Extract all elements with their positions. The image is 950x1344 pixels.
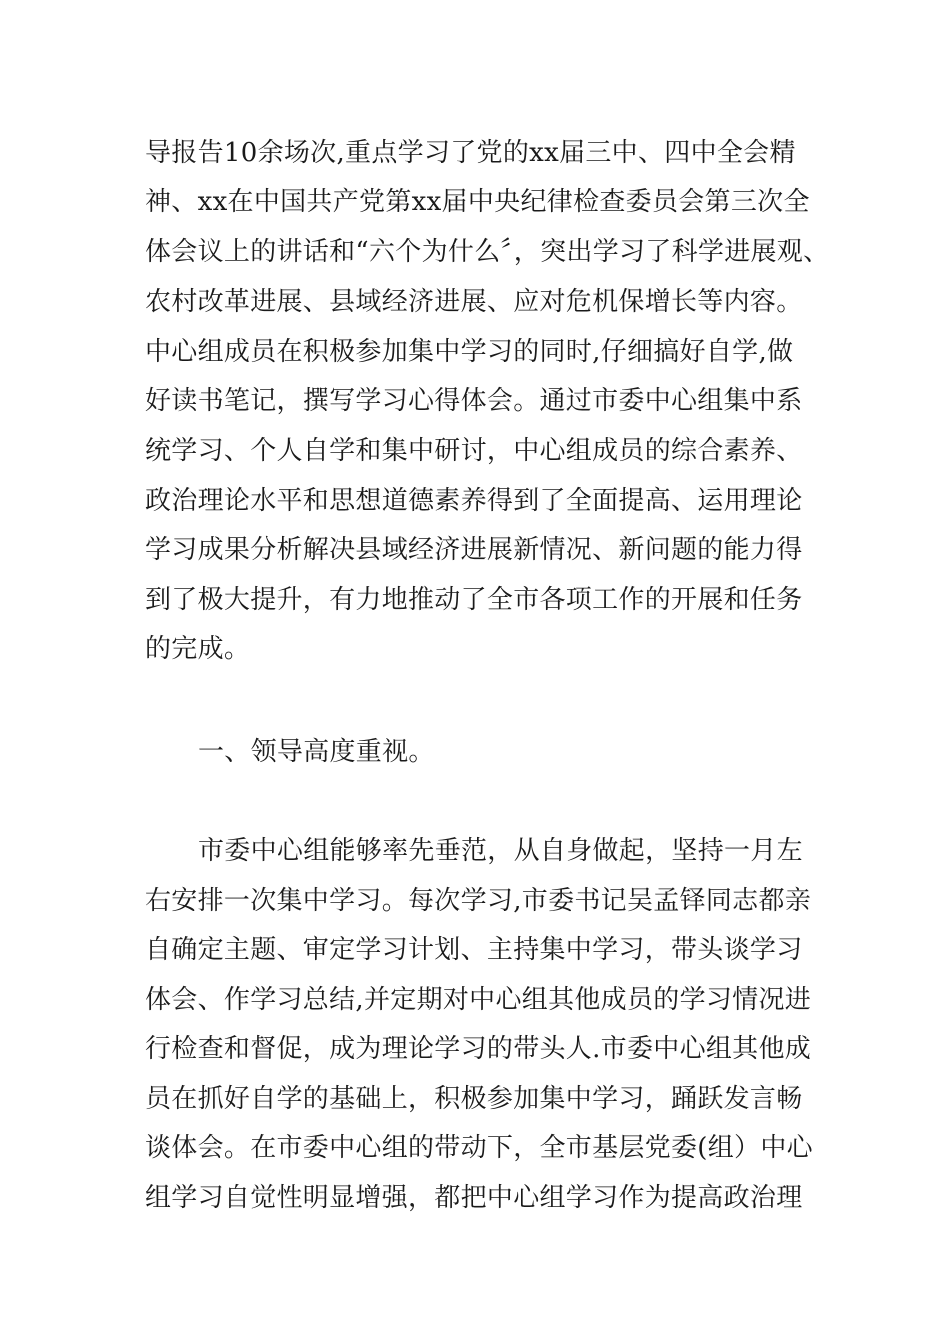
text-line: 神、xx在中国共产党第xx届中央纪律检查委员会第三次全: [145, 187, 810, 217]
text-line: 好读书笔记，撰写学习心得体会。通过市委中心组集中系: [145, 386, 803, 416]
section-heading: 一、领导高度重视。: [198, 737, 435, 767]
text-line: 行检查和督促，成为理论学习的带头人.市委中心组其他成: [145, 1034, 812, 1064]
text-line: 的完成。: [145, 634, 251, 664]
text-line: 右安排一次集中学习。每次学习,市委书记吴孟铎同志都亲: [145, 886, 812, 916]
text-line: 政治理论水平和思想道德素养得到了全面提高、运用理论: [145, 486, 803, 516]
text-line: 到了极大提升，有力地推动了全市各项工作的开展和任务: [145, 585, 803, 615]
text-line: 农村改革进展、县域经济进展、应对危机保增长等内容。: [145, 287, 803, 317]
text-line: 自确定主题、审定学习计划、主持集中学习，带头谈学习: [145, 935, 803, 965]
text-line: 员在抓好自学的基础上，积极参加集中学习，踊跃发言畅: [145, 1084, 803, 1114]
text-line: 统学习、个人自学和集中研讨，中心组成员的综合素养、: [145, 436, 803, 466]
text-line: 中心组成员在积极参加集中学习的同时,仔细搞好自学,做: [145, 337, 794, 367]
text-line: 谈体会。在市委中心组的带动下，全市基层党委(组）中心: [145, 1133, 813, 1163]
text-line: 体会、作学习总结,并定期对中心组其他成员的学习情况进: [145, 985, 812, 1015]
text-line: 组学习自觉性明显增强，都把中心组学习作为提高政治理: [145, 1183, 803, 1213]
text-line: 导报告10余场次,重点学习了党的xx届三中、四中全会精: [145, 138, 796, 168]
text-line: 学习成果分析解决县域经济进展新情况、新问题的能力得: [145, 535, 803, 565]
text-line: 体会议上的讲话和“六个为什么〞，突出学习了科学进展观、: [145, 237, 830, 267]
text-line: 市委中心组能够率先垂范，从自身做起，坚持一月左: [198, 836, 803, 866]
